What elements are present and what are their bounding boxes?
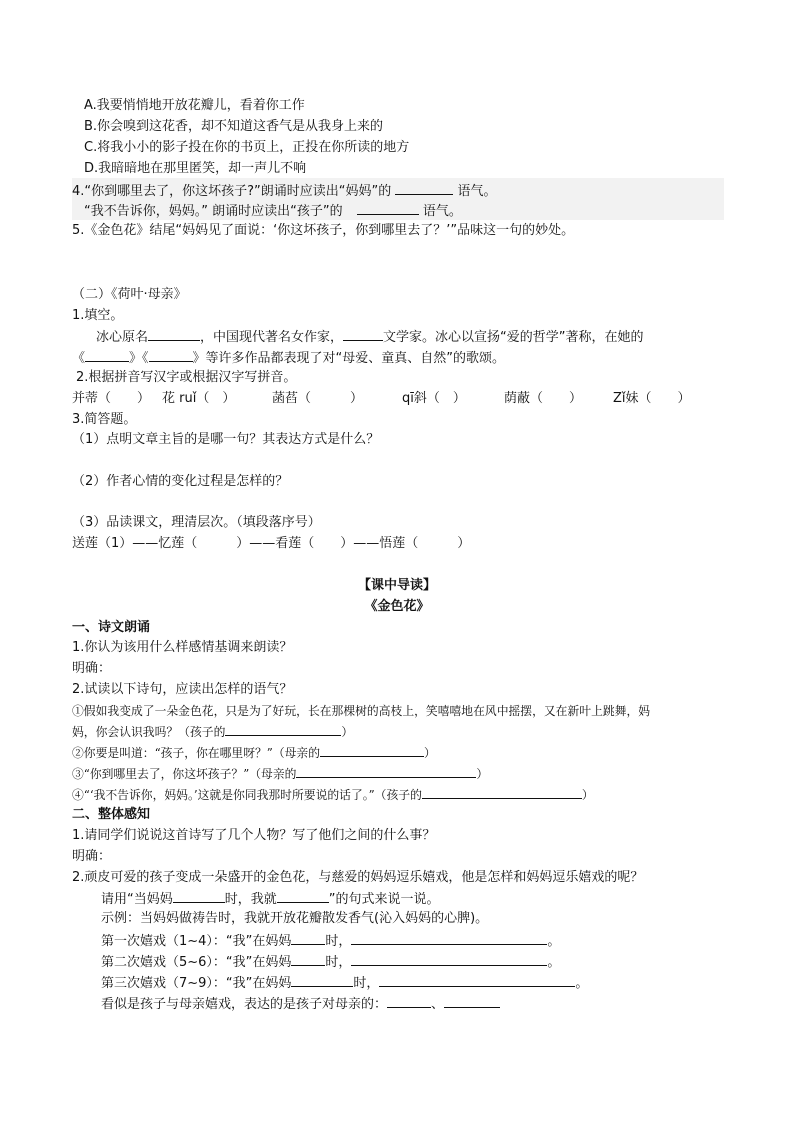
option-b: B.你会嗅到这花香，却不知道这香气是从我身上来的 [84,119,384,134]
option-d: D.我暗暗地在那里匿笑，却一声儿不响 [84,161,307,176]
item1-blank[interactable] [225,722,341,736]
pinyin-item: 荫蔽（ ） [504,391,583,406]
q4-blank1[interactable] [395,181,453,195]
p1-q1: 1.你认为该用什么样感情基调来朗读？ [72,640,293,655]
part1-heading: 一、诗文朗诵 [72,620,151,635]
fill-line1: 冰心原名 ，中国现代著名女作家， 文学家。冰心以宣扬“爱的哲学”著称，在她的 [96,327,644,347]
short-q2: （2）作者心情的变化过程是怎样的？ [72,474,289,489]
p2-q2: 2.顽皮可爱的孩子变成一朵盛开的金色花，与慈爱的妈妈逗乐嬉戏，他是怎样和妈妈逗乐嬉戏的呢？ [72,870,644,885]
p1-mingque: 明确： [72,661,112,676]
q5: 5.《金色花》结尾“妈妈见了面说：‘你这坏孩子，你到哪里去了？’”品味这一句的妙处。 [72,223,575,238]
pinyin-item: Zǐ妹（ ） [613,391,691,406]
order-line: 送莲（1）——忆莲（ ）——看莲（ ）——悟莲（ ） [72,536,471,551]
play3-blank2[interactable] [379,973,575,987]
play2-blank2[interactable] [351,952,547,966]
item1-line2: 妈，你会认识我吗？（孩子的 ） [72,722,353,741]
p2-q1: 1.请同学们说说这首诗写了几个人物？写了他们之间的什么事？ [72,828,436,843]
pinyin-item: 花 ruǐ（ ） [162,391,236,406]
play1-blank2[interactable] [351,931,547,945]
play1-blank1[interactable] [291,931,325,945]
short-heading: 3.简答题。 [72,412,137,427]
p1-q2: 2.试读以下诗句，应读出怎样的语气？ [72,682,293,697]
pattern-blank1[interactable] [173,889,225,903]
item2: ②你要是叫道：“孩子，你在哪里呀？”（母亲的 ） [72,743,436,762]
q4-line1: 4.“你到哪里去了，你这坏孩子?”朗诵时应读出“妈妈”的 语气。 [72,181,497,201]
q4-blank2[interactable] [357,201,419,215]
pinyin-item: 菡萏（ ） [272,391,364,406]
guide-title: 【课中导读】 [357,578,436,593]
summary-blank1[interactable] [387,994,431,1008]
blank-writer-type[interactable] [343,327,383,341]
item4-blank[interactable] [422,785,582,799]
pinyin-heading: 2.根据拼音写汉字或根据汉字写拼音。 [76,370,297,385]
q4-line2: “我不告诉你，妈妈。” 朗诵时应读出“孩子”的 语气。 [84,201,462,221]
item4: ④“‘我不告诉你，妈妈。’这就是你同我那时所要说的话了。”（孩子的 ） [72,785,594,804]
section2-title: （二）《荷叶·母亲》 [72,287,187,302]
item2-blank[interactable] [320,743,424,757]
blank-original-name[interactable] [148,327,200,341]
pinyin-item: qī斜（ ） [402,391,466,406]
option-a: A.我要悄悄地开放花瓣儿，看着你工作 [84,98,305,113]
fill-line2: 《 》《 》等许多作品都表现了对“母爱、童真、自然”的歌颂。 [72,348,505,368]
short-q3: （3）品读课文，理清层次。（填段落序号） [72,515,321,530]
summary-blank2[interactable] [444,994,500,1008]
blank-work2[interactable] [149,348,193,362]
guide-subtitle: 《金色花》 [364,599,430,614]
example-line: 示例：当妈妈做祷告时，我就开放花瓣散发香气(沁入妈妈的心脾)。 [101,911,489,926]
play1-line: 第一次嬉戏（1~4）：“我”在妈妈 时， 。 [101,931,560,951]
summary-line: 看似是孩子与母亲嬉戏，表达的是孩子对母亲的： 、 [101,994,500,1014]
item3: ③“你到哪里去了，你这坏孩子？”（母亲的 ） [72,764,488,783]
pattern-blank2[interactable] [277,889,329,903]
blank-work1[interactable] [85,348,129,362]
pattern-line: 请用“当妈妈 时，我就 ”的句式来说一说。 [101,889,440,909]
play3-blank1[interactable] [291,973,353,987]
item1-line1: ①假如我变成了一朵金色花，只是为了好玩，长在那棵树的高枝上，笑嘻嘻地在风中摇摆，又在新叶上跳舞，妈 [72,704,651,718]
item3-blank[interactable] [296,764,476,778]
play2-line: 第二次嬉戏（5~6）：“我”在妈妈 时， 。 [101,952,560,972]
option-c: C.将我小小的影子投在你的书页上，正投在你所读的地方 [84,140,410,155]
part2-heading: 二、整体感知 [72,807,151,822]
p2-mingque: 明确： [72,849,112,864]
play2-blank1[interactable] [291,952,325,966]
fill-heading: 1.填空。 [72,308,124,323]
pinyin-item: 并蒂（ ） [72,391,151,406]
short-q1: （1）点明文章主旨的是哪一句？其表达方式是什么？ [72,432,380,447]
play3-line: 第三次嬉戏（7~9）：“我”在妈妈 时， 。 [101,973,588,993]
